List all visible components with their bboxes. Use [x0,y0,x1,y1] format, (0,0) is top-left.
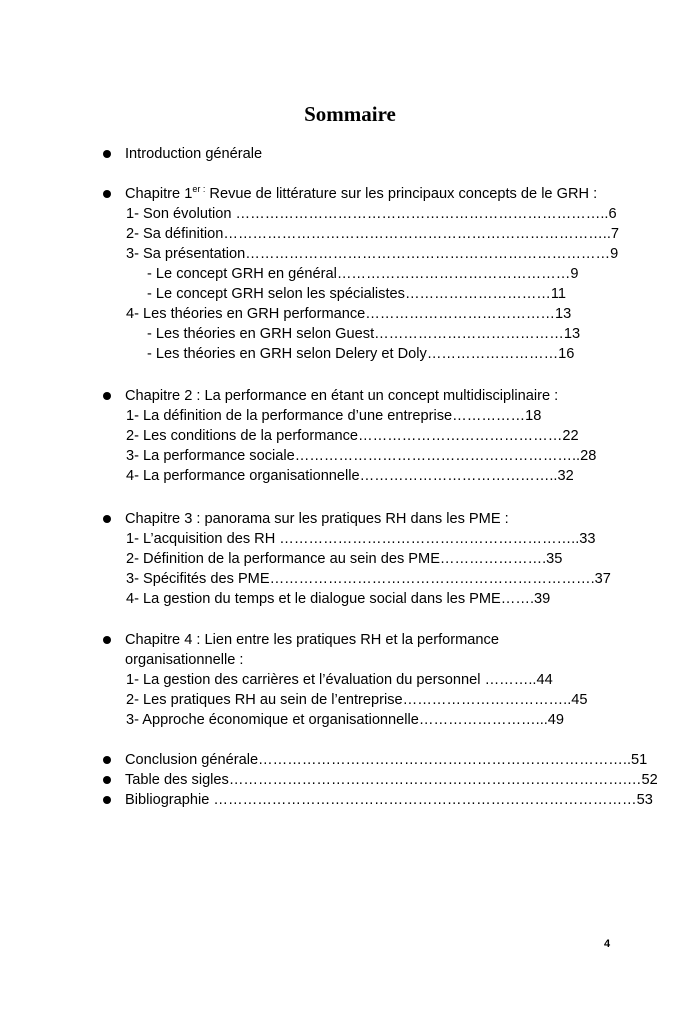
bullet-icon [103,796,111,804]
toc-subentry: - Les théories en GRH selon Delery et Doly………………………16 [147,346,575,362]
chapter-1-label: Chapitre 1 [125,186,193,202]
toc-subentry: - Le concept GRH selon les spécialistes…………………………11 [147,286,567,302]
toc-entry: 4- Les théories en GRH performance…………………………………13 [126,306,572,322]
toc-entry: 4- La gestion du temps et le dialogue social dans les PME…….39 [126,591,551,607]
toc-subentry: - Le concept GRH en général…………………………………………9 [147,266,579,282]
toc-entry: 2- Les pratiques RH au sein de l’entreprise……………………………..45 [126,692,588,708]
toc-entry: 3- La performance sociale…………………………………………………..28 [126,448,597,464]
bullet-icon [103,636,111,644]
toc-entry: 3- Spécifités des PME………………………………………………………….37 [126,571,611,587]
toc-entry: 3- Approche économique et organisationnelle……………………...49 [126,712,565,728]
bullet-icon [103,392,111,400]
page-title: Sommaire [304,102,396,126]
toc-sigles: Table des sigles……………………………………………………………………….…52 [125,772,658,788]
toc-entry: 2- Définition de la performance au sein des PME………………….35 [126,551,563,567]
toc-chapter-1-heading [125,184,597,204]
bullet-icon [103,776,111,784]
toc-entry: 4- La performance organisationnelle…………………………………..32 [126,468,574,484]
toc-conclusion: Conclusion générale…………………………………………………………………..51 [125,752,648,768]
bullet-icon [103,515,111,523]
toc-entry: 1- Son évolution …………………………………………………………………..6 [126,206,617,222]
toc-chapter-3-heading: Chapitre 3 : panorama sur les pratiques RH dans les PME : [125,511,509,527]
toc-entry: 3- Sa présentation…………………………………………………………………9 [126,246,619,262]
toc-bibliography: Bibliographie ……………………………………………………………………………53 [125,792,653,808]
page-number: 4 [604,938,611,950]
toc-subentry: - Les théories en GRH selon Guest…………………………………13 [147,326,581,342]
toc-entry: 2- Les conditions de la performance……………………………………22 [126,428,579,444]
toc-entry: 1- L’acquisition des RH ……………………………………………………..33 [126,531,596,547]
toc-intro: Introduction générale [125,146,263,162]
toc-entry: 1- La définition de la performance d’une entreprise……………18 [126,408,542,424]
bullet-icon [103,756,111,764]
toc-entry: 2- Sa définition……………………………………………………………………..7 [126,226,620,242]
bullet-icon [103,150,111,158]
chapter-1-superscript: er : [192,184,206,194]
chapter-1-title: Revue de littérature sur les principaux concepts de le GRH : [205,186,598,202]
toc-chapter-4-heading: Chapitre 4 : Lien entre les pratiques RH et la performance [125,632,499,648]
bullet-icon [103,190,111,198]
toc-entry: 1- La gestion des carrières et l’évaluation du personnel ………..44 [126,672,553,688]
toc-chapter-2-heading: Chapitre 2 : La performance en étant un concept multidisciplinaire : [125,388,559,404]
toc-chapter-4-heading-cont: organisationnelle : [125,652,244,668]
